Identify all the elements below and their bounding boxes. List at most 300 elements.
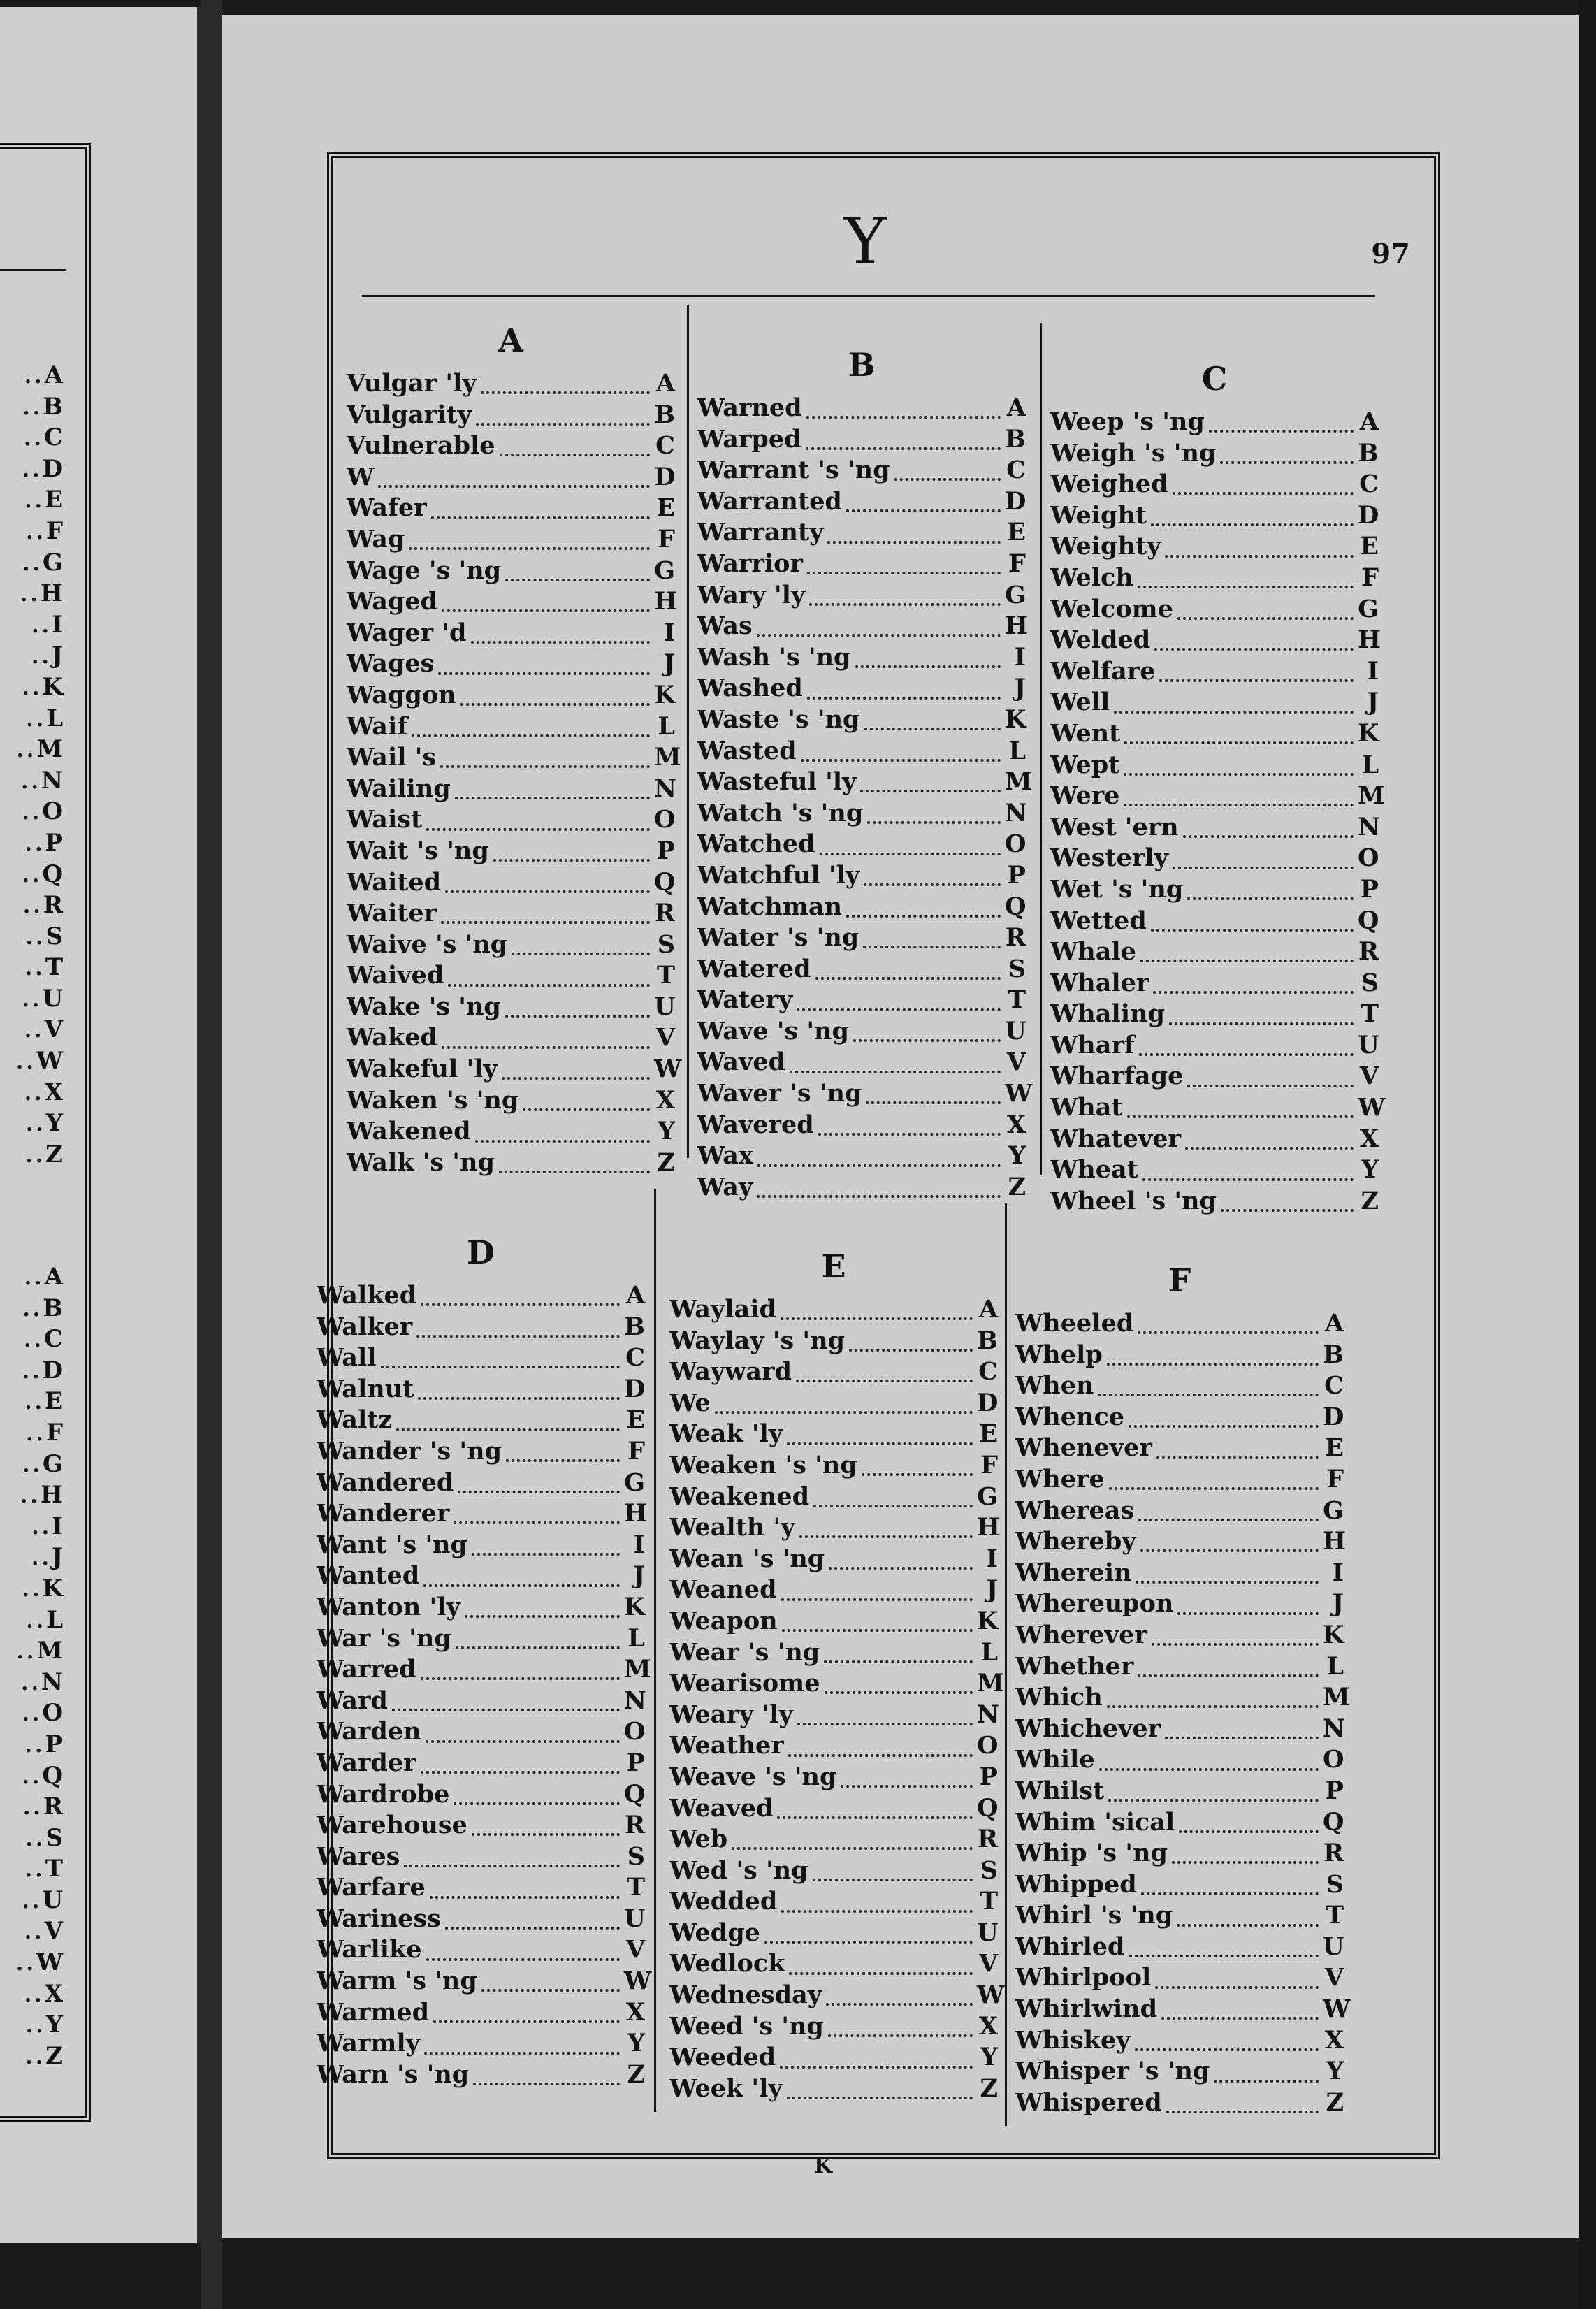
leader-dots: .. [22, 675, 43, 700]
code-entry [697, 829, 1026, 860]
entry-code-letter: Q [1323, 1807, 1344, 1837]
leader-dots: .. [22, 457, 43, 482]
leader-dots [828, 2025, 973, 2037]
code-entry [317, 1686, 645, 1717]
leader-dots: .. [20, 1484, 41, 1509]
code-entry [1050, 1061, 1379, 1092]
code-entry [1050, 718, 1379, 750]
entry-code-letter: J [986, 1575, 998, 1605]
leader-dots [796, 1370, 973, 1382]
entry-word: Wedlock [669, 1949, 785, 1978]
leader-dots: .. [31, 644, 52, 669]
entry-word: Where [1015, 1464, 1105, 1493]
leader-dots [866, 1092, 1001, 1104]
leader-dots [1114, 701, 1354, 714]
entry-code-letter: B [654, 400, 675, 429]
leader-dots [455, 787, 650, 799]
column-heading: B [848, 346, 876, 384]
entry-word: Wash 's 'ng [697, 642, 851, 672]
leader-dots [442, 600, 650, 612]
previous-page-code-letter [0, 890, 63, 921]
previous-page-code-letter [0, 1667, 63, 1698]
entry-code-letter: R [1323, 1839, 1344, 1868]
entry-code-letter: W [1005, 1079, 1033, 1108]
entry-code-letter: H [1005, 611, 1029, 641]
leader-dots [867, 811, 1001, 824]
code-entry [1015, 1838, 1344, 1869]
code-letter: D [42, 454, 63, 483]
leader-dots [813, 1869, 973, 1881]
entry-word: Waiter [347, 899, 437, 928]
entry-word: Warped [697, 424, 801, 454]
entry-word: Whenever [1015, 1433, 1152, 1463]
page-heading-letter: Y [843, 204, 887, 279]
code-entry [347, 1148, 675, 1179]
entry-word: Walk 's 'ng [347, 1148, 495, 1177]
leader-dots [780, 2056, 973, 2069]
entry-word: Warmed [317, 1997, 430, 2027]
entry-word: Waylaid [669, 1295, 777, 1324]
leader-dots [418, 1387, 620, 1400]
leader-dots [781, 1900, 973, 1913]
entry-word: Weigh 's 'ng [1050, 438, 1217, 468]
leader-dots [1138, 1665, 1319, 1677]
entry-word: Wedded [669, 1887, 778, 1916]
code-entry [669, 1294, 998, 1326]
entry-code-letter: E [1360, 532, 1379, 561]
entry-code-letter: D [1358, 500, 1379, 530]
previous-page-code-letter [0, 1885, 63, 1916]
leader-dots [860, 780, 1001, 792]
code-entry [1050, 687, 1379, 718]
leader-dots [807, 562, 1001, 574]
code-entry [317, 1468, 645, 1499]
previous-page-code-letter [0, 1729, 63, 1760]
entry-word: Warmly [317, 2029, 421, 2058]
previous-page-code-letter [0, 859, 63, 890]
code-entry [347, 804, 675, 836]
code-entry [669, 2073, 998, 2105]
entry-code-letter: V [1324, 1963, 1344, 1992]
entry-code-letter: M [1323, 1683, 1350, 1712]
entry-word: Weak 'ly [669, 1419, 783, 1449]
entry-code-letter: Q [1358, 906, 1379, 935]
entry-word: Warn 's 'ng [317, 2060, 470, 2089]
entry-word: Wandered [317, 1468, 454, 1497]
code-letter: Z [45, 1140, 63, 1168]
code-entry [1015, 1464, 1344, 1496]
leader-dots [1153, 981, 1354, 994]
entry-code-letter: O [1358, 844, 1379, 873]
previous-page-code-letter [0, 952, 63, 983]
code-letter: U [42, 984, 63, 1013]
code-entry [347, 462, 675, 493]
leader-dots [1214, 2070, 1319, 2083]
code-entry [1015, 1682, 1350, 1714]
code-entry [669, 1918, 998, 1949]
entry-word: Wherever [1015, 1620, 1147, 1649]
code-entry [347, 867, 675, 899]
entry-word: Wave 's 'ng [697, 1016, 849, 1045]
leader-dots [1169, 1013, 1354, 1025]
leader-dots [1138, 1322, 1319, 1334]
code-entry [1050, 563, 1379, 594]
entry-word: Wax [697, 1141, 753, 1171]
leader-dots [454, 1793, 620, 1805]
code-letter: G [42, 548, 63, 577]
code-entry [317, 2028, 645, 2060]
leader-dots: .. [24, 1390, 45, 1415]
leader-dots: .. [24, 364, 45, 389]
code-entry [669, 1948, 998, 1980]
code-letter: W [36, 1047, 63, 1076]
code-entry [669, 1544, 998, 1575]
entry-code-letter: L [1326, 1651, 1344, 1681]
code-entry [697, 922, 1026, 954]
leader-dots [777, 1807, 973, 1819]
leader-dots [806, 406, 1001, 419]
code-entry [1015, 1651, 1344, 1683]
entry-code-letter: U [977, 1918, 999, 1947]
code-entry [697, 954, 1026, 985]
code-letter: L [46, 1605, 63, 1634]
entry-word: W [347, 462, 375, 491]
code-entry [669, 1730, 998, 1762]
entry-word: Wasteful 'ly [697, 767, 857, 797]
entry-code-letter: M [1358, 781, 1385, 811]
leader-dots [1177, 1914, 1319, 1927]
previous-page-code-letter [0, 1635, 63, 1667]
code-entry [347, 742, 681, 774]
entry-code-letter: G [1005, 580, 1026, 609]
entry-code-letter: C [625, 1343, 645, 1373]
entry-code-letter: B [977, 1326, 998, 1355]
previous-page-code-letter [0, 734, 63, 765]
code-entry [1050, 1092, 1386, 1124]
leader-dots [416, 1325, 620, 1338]
entry-code-letter: P [656, 836, 675, 865]
leader-dots [1129, 1945, 1319, 1957]
entry-code-letter: L [980, 1637, 998, 1667]
entry-code-letter: R [977, 1825, 998, 1854]
leader-dots [396, 1419, 620, 1431]
entry-code-letter: U [624, 1904, 646, 1933]
leader-dots [505, 569, 650, 581]
previous-page-code-letter [0, 360, 63, 391]
entry-word: Watery [697, 985, 793, 1015]
code-entry [1015, 1776, 1344, 1807]
leader-dots [806, 437, 1001, 450]
entry-word: Warder [317, 1748, 416, 1777]
entry-code-letter: Y [658, 1117, 675, 1146]
entry-code-letter: E [626, 1405, 645, 1435]
entry-word: Warrior [697, 549, 803, 578]
code-letter: L [46, 704, 63, 732]
code-entry [1050, 1186, 1379, 1217]
leader-dots [431, 507, 650, 519]
code-entry [1015, 2056, 1344, 2087]
entry-code-letter: G [977, 1482, 998, 1511]
code-entry [317, 1342, 645, 1374]
previous-page-code-letter [0, 422, 63, 454]
leader-dots [1161, 2007, 1319, 2020]
entry-code-letter: X [1006, 1110, 1026, 1139]
entry-word: Vulgarity [347, 400, 472, 429]
entry-word: Waged [347, 587, 438, 616]
leader-dots [448, 974, 650, 987]
leader-dots [757, 624, 1001, 637]
entry-word: Waken 's 'ng [347, 1085, 519, 1115]
entry-code-letter: V [625, 1935, 645, 1964]
leader-dots [1138, 576, 1354, 588]
previous-page-code-letter [0, 454, 63, 485]
leader-dots: .. [25, 519, 46, 544]
entry-code-letter: Z [1326, 2087, 1344, 2117]
leader-dots: .. [22, 1296, 43, 1322]
leader-dots [1136, 1571, 1319, 1584]
entry-code-letter: V [978, 1949, 998, 1978]
leader-dots: .. [16, 1640, 37, 1665]
entry-code-letter: I [986, 1544, 998, 1573]
code-entry [1050, 874, 1379, 906]
entry-word: Whirlwind [1015, 1995, 1158, 2024]
leader-dots [440, 755, 650, 768]
entry-word: Wailing [347, 774, 451, 803]
code-letter: V [44, 1015, 63, 1044]
entry-word: Whisper 's 'ng [1015, 2057, 1210, 2086]
code-entry [347, 524, 675, 556]
leader-dots [815, 967, 1001, 980]
leader-dots: .. [24, 1732, 45, 1758]
code-entry [669, 1450, 998, 1482]
code-entry [697, 393, 1026, 424]
leader-dots [1221, 1199, 1354, 1212]
entry-code-letter: S [1326, 1869, 1344, 1899]
leader-dots [1139, 1043, 1354, 1056]
leader-dots [392, 1699, 620, 1711]
leader-dots [1177, 1602, 1319, 1615]
previous-page-rule [0, 269, 66, 271]
leader-dots [506, 1449, 620, 1462]
entry-code-letter: T [1007, 985, 1026, 1015]
code-letter: W [36, 1948, 63, 1977]
code-entry [347, 1054, 682, 1085]
leader-dots [757, 1154, 1001, 1167]
entry-word: Wept [1050, 750, 1120, 779]
entry-word: Wakened [347, 1117, 471, 1146]
column-heading: F [1168, 1261, 1191, 1299]
previous-page-code-letter [0, 1417, 63, 1449]
entry-word: Watch 's 'ng [697, 798, 864, 827]
code-entry [317, 1654, 651, 1686]
code-letter: F [45, 516, 63, 545]
entry-word: Watched [697, 830, 815, 859]
code-entry [317, 1779, 645, 1811]
entry-code-letter: K [1358, 718, 1379, 748]
code-letter: S [45, 922, 63, 950]
leader-dots [781, 1308, 973, 1320]
code-entry [1015, 1932, 1344, 1963]
code-entry [1015, 1994, 1351, 2025]
entry-word: Wall [317, 1343, 377, 1373]
code-entry [1050, 1030, 1379, 1062]
entry-word: Waist [347, 805, 423, 834]
leader-dots [505, 1005, 650, 1018]
entry-code-letter: I [633, 1530, 645, 1559]
code-entry [1050, 500, 1379, 532]
code-entry [1050, 1154, 1379, 1186]
leader-dots [472, 1543, 620, 1556]
entry-code-letter: E [1325, 1433, 1344, 1463]
leader-dots [1165, 545, 1354, 558]
entry-word: Warm 's 'ng [317, 1967, 477, 1996]
entry-code-letter: C [978, 1357, 998, 1387]
leader-dots [864, 718, 1001, 730]
entry-word: Watchman [697, 892, 843, 921]
code-letter: R [43, 891, 63, 920]
code-entry [669, 1886, 998, 1918]
leader-dots [426, 1948, 621, 1961]
code-entry [1050, 469, 1379, 500]
column-heading: E [821, 1247, 846, 1285]
code-entry [697, 517, 1026, 549]
entry-code-letter: S [980, 1855, 998, 1885]
code-entry [669, 1762, 998, 1793]
entry-code-letter: F [627, 1436, 645, 1465]
leader-dots [841, 1775, 973, 1788]
code-entry [669, 1356, 998, 1388]
previous-page-code-letter [0, 1605, 63, 1636]
entry-code-letter: J [633, 1561, 645, 1591]
signature-mark: K [813, 2154, 833, 2178]
entry-code-letter: X [1324, 2025, 1344, 2055]
leader-dots: .. [20, 582, 41, 607]
leader-dots [781, 1588, 973, 1601]
leader-dots [471, 631, 651, 644]
entry-word: Wager 'd [347, 618, 467, 647]
leader-dots [1140, 1540, 1319, 1552]
code-entry [697, 424, 1026, 456]
code-entry [697, 1016, 1026, 1048]
entry-word: What [1050, 1093, 1123, 1122]
entry-word: Warred [317, 1655, 416, 1684]
entry-code-letter: J [1367, 688, 1379, 717]
entry-word: Westerly [1050, 844, 1168, 873]
entry-word: Whiskey [1015, 2025, 1131, 2055]
leader-dots: .. [21, 769, 41, 794]
entry-word: Whim 'sical [1015, 1807, 1175, 1837]
entry-code-letter: C [1324, 1371, 1344, 1400]
entry-code-letter: U [654, 992, 676, 1021]
previous-page-code-letter [0, 1045, 63, 1077]
leader-dots [862, 1463, 973, 1476]
entry-code-letter: D [624, 1374, 646, 1403]
entry-word: Wardrobe [317, 1779, 450, 1809]
code-entry [317, 1374, 645, 1405]
entry-word: Wayward [669, 1357, 792, 1387]
entry-word: Whereas [1015, 1496, 1135, 1525]
entry-word: Walked [317, 1281, 417, 1310]
previous-page-code-letter [0, 578, 63, 609]
leader-dots [782, 1619, 973, 1632]
leader-dots [493, 849, 650, 862]
code-entry [347, 618, 675, 649]
code-letter: S [45, 1823, 63, 1852]
leader-dots [1127, 1106, 1354, 1118]
leader-dots [797, 1713, 973, 1725]
leader-dots: .. [26, 707, 47, 732]
entry-code-letter: J [1014, 674, 1026, 703]
code-entry [697, 642, 1026, 674]
code-entry [317, 1561, 645, 1592]
code-entry [317, 1436, 645, 1468]
leader-dots [1129, 1415, 1319, 1428]
code-entry [1050, 906, 1379, 937]
entry-word: Weaved [669, 1793, 774, 1823]
entry-code-letter: W [977, 1981, 1005, 2010]
entry-word: Wharfage [1050, 1062, 1184, 1091]
code-column-c [1050, 351, 1386, 1217]
entry-code-letter: P [979, 1762, 998, 1791]
entry-word: Watered [697, 954, 811, 983]
entry-word: Warranted [697, 486, 842, 516]
leader-dots [1152, 1633, 1319, 1646]
leader-dots [502, 1067, 650, 1080]
leader-dots: .. [31, 613, 52, 638]
entry-word: Waved [697, 1048, 786, 1077]
code-book-page [222, 15, 1579, 2238]
previous-page-code-letter [0, 1791, 63, 1823]
entry-word: Waived [347, 961, 444, 990]
entry-code-letter: L [1361, 750, 1379, 779]
entry-code-letter: F [1326, 1464, 1344, 1493]
leader-dots [1099, 1758, 1319, 1771]
leader-dots: .. [25, 1143, 46, 1168]
leader-dots [475, 1130, 650, 1143]
code-entry [697, 673, 1026, 704]
entry-code-letter: A [1324, 1309, 1344, 1338]
entry-code-letter: T [1360, 999, 1379, 1029]
entry-word: Wear 's 'ng [669, 1637, 820, 1667]
entry-word: Wheat [1050, 1155, 1138, 1185]
previous-page-code-letter [0, 796, 63, 827]
code-letter: I [52, 610, 63, 639]
entry-word: We [669, 1388, 711, 1417]
code-entry [1015, 1900, 1344, 1932]
entry-word: Wanted [317, 1561, 420, 1591]
code-entry [669, 1793, 998, 1825]
code-entry [1015, 1526, 1347, 1558]
leader-dots [1173, 857, 1354, 869]
entry-word: Week 'ly [669, 2073, 783, 2103]
code-entry [317, 1592, 645, 1623]
code-entry [1050, 1124, 1379, 1155]
entry-word: Whereupon [1015, 1589, 1174, 1619]
entry-code-letter: O [654, 805, 676, 834]
entry-word: War 's 'ng [317, 1623, 451, 1653]
previous-page-code-letter [0, 1511, 63, 1542]
leader-dots [1108, 1789, 1319, 1802]
code-entry [347, 680, 675, 711]
leader-dots [849, 1339, 973, 1352]
entry-code-letter: Z [980, 2073, 998, 2103]
entry-code-letter: L [1008, 736, 1026, 765]
entry-word: Wheeled [1015, 1309, 1134, 1338]
entry-code-letter: M [624, 1655, 651, 1684]
entry-code-letter: P [626, 1748, 645, 1777]
entry-word: Wander 's 'ng [317, 1436, 502, 1465]
entry-code-letter: T [1325, 1901, 1344, 1930]
